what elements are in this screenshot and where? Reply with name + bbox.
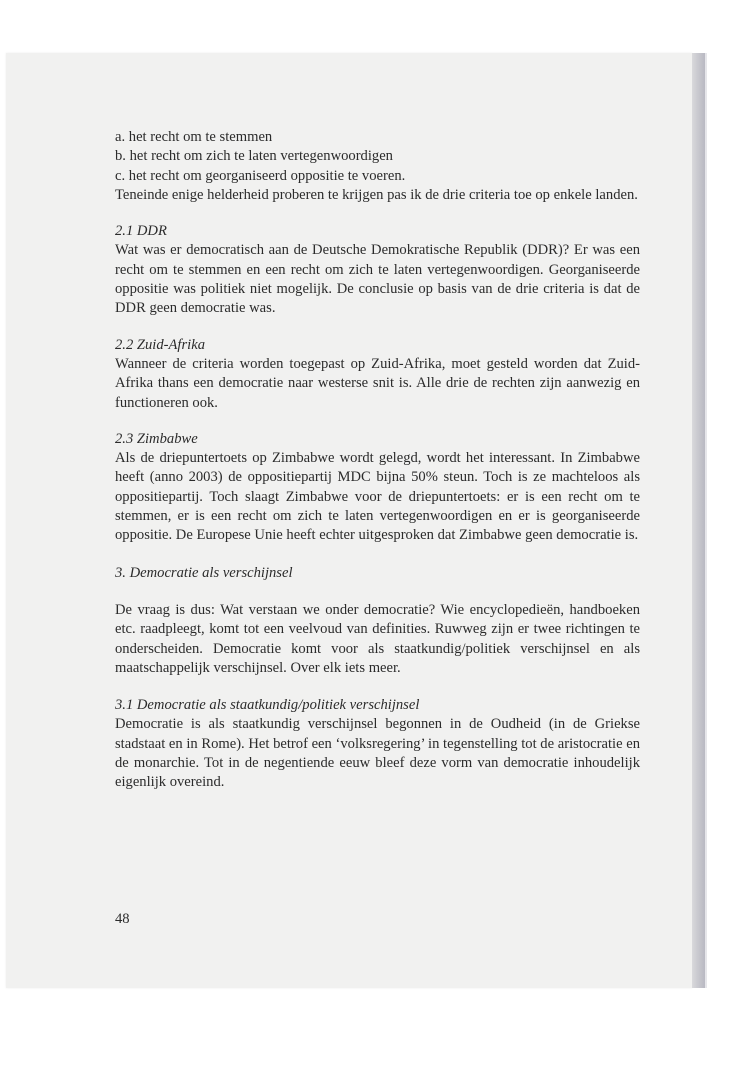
section-heading-staatkundig-politiek: 3.1 Democratie als staatkundig/politiek verschijnsel [115, 697, 420, 714]
list-item: a. het recht om te stemmen [115, 129, 273, 145]
intro-paragraph: Teneinde enige helderheid proberen te krijgen pas ik de drie criteria toe op enkele landen. [115, 186, 638, 203]
section-heading-ddr: 2.1 DDR [115, 223, 167, 240]
section-body-staatkundig-politiek: Democratie is als staatkundig verschijnsel begonnen in de Oudheid (in de Griekse stadstaat en in Rome). Het betrof een ‘volksregering’ in tegenstelling tot de aristocratie en de monarchie. Tot in de negentiende eeuw bleef deze vorm van democratie inhoudelijk eigenlijk overeind. [115, 716, 640, 791]
page-text [115, 128, 640, 793]
section-body-democratie-als-verschijnsel: De vraag is dus: Wat verstaan we onder democratie? Wie encyclopedieën, handboeken etc. raadpleegt, komt tot een veelvoud van definities. Ruwweg zijn er twee richtingen te onderscheiden. Democratie komt voor als staatkundig/politiek verschijnsel en als maatschappelijk verschijnsel. Over elk iets meer. [115, 601, 640, 676]
section-body-ddr: Wat was er democratisch aan de Deutsche Demokratische Republik (DDR)? Er was een recht om te stemmen en een recht om zich te laten vertegenwoordigen. Georganiseerde oppositie was politiek niet mogelijk. De conclusie op basis van de drie criteria is dat de DDR geen democratie was. [115, 242, 640, 317]
section-heading-zuid-afrika: 2.2 Zuid-Afrika [115, 336, 205, 353]
book-spine-edge [705, 53, 707, 988]
list-item: b. het recht om zich te laten vertegenwoordigen [115, 148, 393, 165]
section-body-zuid-afrika: Wanneer de criteria worden toegepast op Zuid-Afrika, moet gesteld worden dat Zuid-Afrika thans een democratie naar westerse snit is. Alle drie de rechten zijn aanwezig en functioneren ook. [115, 355, 640, 411]
list-item: c. het recht om georganiseerd oppositie te voeren. [115, 167, 406, 184]
page-number: 48 [115, 911, 130, 927]
section-heading-zimbabwe: 2.3 Zimbabwe [115, 430, 198, 447]
section-heading-democratie-als-verschijnsel: 3. Democratie als verschijnsel [115, 564, 293, 581]
section-body-zimbabwe: Als de driepuntertoets op Zimbabwe wordt gelegd, wordt het interessant. In Zimbabwe heeft (anno 2003) de oppositiepartij MDC bijna 50% steun. Toch is ze machteloos als oppositiepartij. Toch slaagt Zimbabwe voor de driepuntertoets: er is een recht om te stemmen, er is een recht om zich te laten vertegenwoordigen en er is georganiseerde oppositie. De Europese Unie heeft echter uitgesproken dat Zimbabwe geen democratie is. [115, 450, 640, 544]
book-spine [692, 53, 705, 988]
